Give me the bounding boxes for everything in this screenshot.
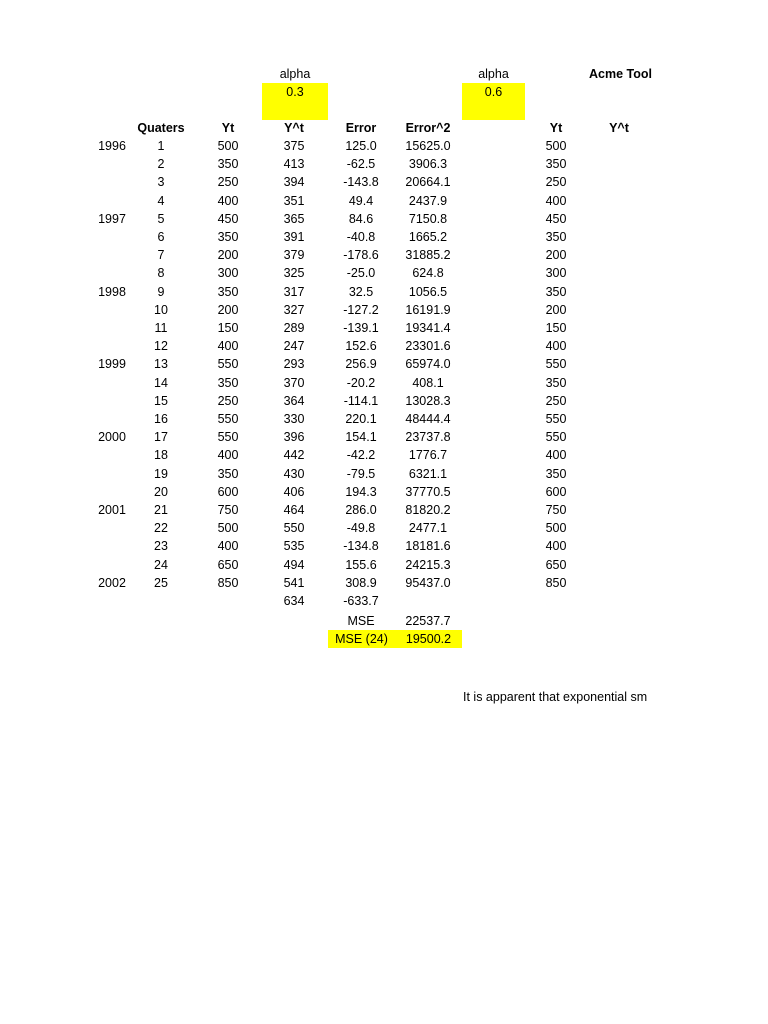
- cell-yhat[interactable]: 394: [283, 175, 305, 189]
- cell-quarter[interactable]: 19: [154, 467, 168, 481]
- cell-year[interactable]: 1998: [98, 285, 126, 299]
- cell-error[interactable]: -42.2: [346, 448, 376, 462]
- cell-error2[interactable]: 20664.1: [405, 175, 451, 189]
- alpha1-label: alpha: [279, 67, 311, 81]
- cell-yhat[interactable]: 325: [283, 266, 305, 280]
- cell-yt[interactable]: 400: [217, 339, 239, 353]
- cell-error[interactable]: -143.8: [343, 175, 379, 189]
- cell-error2[interactable]: 1056.5: [408, 285, 448, 299]
- cell-yt-2[interactable]: 250: [545, 175, 567, 189]
- cell-yt[interactable]: 350: [217, 467, 239, 481]
- cell-year[interactable]: 1997: [98, 212, 126, 226]
- cell-yt-2[interactable]: 550: [545, 430, 567, 444]
- cell-quarter[interactable]: 13: [154, 357, 168, 371]
- cell-quarter[interactable]: [129, 592, 193, 610]
- cell-yt-2[interactable]: 850: [545, 576, 567, 590]
- cell-yt-2[interactable]: 400: [545, 539, 567, 553]
- cell-quarter[interactable]: 4: [157, 194, 165, 208]
- cell-quarter[interactable]: 6: [157, 230, 165, 244]
- cell-yhat[interactable]: 330: [283, 412, 305, 426]
- cell-yt[interactable]: 500: [217, 139, 239, 153]
- cell-yhat[interactable]: 247: [283, 339, 305, 353]
- cell-error2[interactable]: 3906.3: [408, 157, 448, 171]
- cell-yt-2[interactable]: 350: [545, 230, 567, 244]
- cell-error[interactable]: -633.7: [343, 594, 379, 608]
- cell-yhat[interactable]: 396: [283, 430, 305, 444]
- cell-yt[interactable]: 250: [217, 394, 239, 408]
- cell-yt[interactable]: 400: [217, 194, 239, 208]
- cell-yhat[interactable]: 406: [283, 485, 305, 499]
- cell-error[interactable]: 125.0: [345, 139, 377, 153]
- cell-yt-2[interactable]: 400: [545, 448, 567, 462]
- cell-error2[interactable]: 23301.6: [405, 339, 451, 353]
- cell-yt-2[interactable]: 650: [545, 558, 567, 572]
- cell-yhat[interactable]: 317: [283, 285, 305, 299]
- cell-quarter[interactable]: 11: [154, 321, 168, 335]
- col-header-yt: Yt: [221, 121, 235, 135]
- mse24-value[interactable]: 19500.2: [395, 630, 462, 648]
- cell-error[interactable]: -62.5: [346, 157, 376, 171]
- cell-yhat[interactable]: 351: [283, 194, 305, 208]
- cell-yt[interactable]: 200: [217, 248, 239, 262]
- cell-yt[interactable]: 600: [217, 485, 239, 499]
- col-header-error: Error: [345, 121, 377, 135]
- cell-error[interactable]: -114.1: [343, 394, 379, 408]
- cell-yt[interactable]: 450: [217, 212, 239, 226]
- col-header-error2: Error^2: [405, 121, 451, 135]
- cell-quarter[interactable]: 14: [154, 376, 168, 390]
- cell-yt[interactable]: 500: [217, 521, 239, 535]
- cell-error[interactable]: -25.0: [346, 266, 376, 280]
- cell-yt[interactable]: 550: [217, 430, 239, 444]
- cell-yt[interactable]: 350: [217, 376, 239, 390]
- cell-error[interactable]: -40.8: [346, 230, 376, 244]
- cell-error[interactable]: -134.8: [343, 539, 379, 553]
- cell-yhat[interactable]: 535: [283, 539, 305, 553]
- cell-error[interactable]: 32.5: [348, 285, 374, 299]
- cell-quarter[interactable]: 22: [154, 521, 168, 535]
- cell-yt-2[interactable]: 550: [545, 412, 567, 426]
- cell-error2[interactable]: 19341.4: [405, 321, 451, 335]
- cell-error[interactable]: 152.6: [345, 339, 377, 353]
- cell-yhat[interactable]: 364: [283, 394, 305, 408]
- cell-quarter[interactable]: 5: [157, 212, 165, 226]
- cell-yt[interactable]: 250: [217, 175, 239, 189]
- cell-error[interactable]: -127.2: [343, 303, 379, 317]
- cell-error2[interactable]: 408.1: [412, 376, 444, 390]
- cell-quarter[interactable]: 12: [154, 339, 168, 353]
- cell-error[interactable]: -178.6: [343, 248, 379, 262]
- cell-error2[interactable]: 37770.5: [405, 485, 451, 499]
- cell-yhat[interactable]: 391: [283, 230, 305, 244]
- cell-error[interactable]: 308.9: [345, 576, 377, 590]
- cell-error2[interactable]: 13028.3: [405, 394, 451, 408]
- cell-year[interactable]: 1996: [98, 139, 126, 153]
- cell-yt-2[interactable]: 200: [545, 303, 567, 317]
- cell-quarter[interactable]: 8: [157, 266, 165, 280]
- cell-yhat[interactable]: 379: [283, 248, 305, 262]
- cell-error[interactable]: 256.9: [345, 357, 377, 371]
- cell-yhat[interactable]: 464: [283, 503, 305, 517]
- cell-year[interactable]: 2001: [98, 503, 126, 517]
- cell-quarter[interactable]: 9: [157, 285, 165, 299]
- col-header-yhat-2: Y^t: [609, 121, 629, 135]
- mse24-label: MSE (24): [328, 630, 395, 648]
- cell-yt-2[interactable]: 500: [545, 139, 567, 153]
- cell-yhat[interactable]: 289: [283, 321, 305, 335]
- cell-yt[interactable]: 650: [217, 558, 239, 572]
- cell-year[interactable]: 2000: [98, 430, 126, 444]
- cell-error2[interactable]: 6321.1: [408, 467, 448, 481]
- cell-yt-2[interactable]: 350: [545, 157, 567, 171]
- cell-yt[interactable]: 350: [217, 157, 239, 171]
- cell-yt-2[interactable]: 300: [545, 266, 567, 280]
- cell-error2[interactable]: [396, 592, 460, 610]
- alpha2-value[interactable]: 0.6: [462, 83, 525, 120]
- cell-error2[interactable]: 2477.1: [408, 521, 448, 535]
- cell-error[interactable]: 286.0: [345, 503, 377, 517]
- col-header-yt-2: Yt: [549, 121, 563, 135]
- conclusion-note: It is apparent that exponential sm: [463, 690, 648, 704]
- cell-error[interactable]: 220.1: [345, 412, 377, 426]
- cell-year[interactable]: 1999: [98, 357, 126, 371]
- cell-error2[interactable]: 18181.6: [405, 539, 451, 553]
- cell-yhat[interactable]: 293: [283, 357, 305, 371]
- cell-quarter[interactable]: 20: [154, 485, 168, 499]
- cell-quarter[interactable]: 2: [157, 157, 165, 171]
- cell-yhat[interactable]: 413: [283, 157, 305, 171]
- cell-error2[interactable]: 81820.2: [405, 503, 451, 517]
- cell-quarter[interactable]: 10: [154, 303, 168, 317]
- cell-yhat[interactable]: 370: [283, 376, 305, 390]
- cell-error[interactable]: -79.5: [346, 467, 376, 481]
- cell-error2[interactable]: 1776.7: [408, 448, 448, 462]
- mse-value[interactable]: 22537.7: [405, 614, 451, 628]
- cell-yt-2[interactable]: 500: [545, 521, 567, 535]
- cell-quarter[interactable]: 3: [157, 175, 165, 189]
- col-header-quarters: Quaters: [137, 121, 185, 135]
- cell-yt-2[interactable]: 350: [545, 285, 567, 299]
- cell-error2[interactable]: 48444.4: [405, 412, 451, 426]
- cell-quarter[interactable]: 15: [154, 394, 168, 408]
- cell-yt-2[interactable]: 750: [545, 503, 567, 517]
- cell-yhat[interactable]: 327: [283, 303, 305, 317]
- cell-error[interactable]: 154.1: [345, 430, 377, 444]
- cell-yt[interactable]: 350: [217, 285, 239, 299]
- cell-quarter[interactable]: 16: [154, 412, 168, 426]
- cell-error[interactable]: 49.4: [348, 194, 374, 208]
- cell-year[interactable]: 2002: [98, 576, 126, 590]
- cell-error2[interactable]: 95437.0: [405, 576, 451, 590]
- cell-yt-2[interactable]: 350: [545, 376, 567, 390]
- cell-yt-2[interactable]: 150: [545, 321, 567, 335]
- cell-quarter[interactable]: 1: [157, 139, 165, 153]
- cell-yhat[interactable]: 494: [283, 558, 305, 572]
- cell-error2[interactable]: 15625.0: [405, 139, 451, 153]
- cell-yt[interactable]: 300: [217, 266, 239, 280]
- cell-yhat[interactable]: 442: [283, 448, 305, 462]
- cell-yhat[interactable]: 430: [283, 467, 305, 481]
- cell-error2[interactable]: 1665.2: [408, 230, 448, 244]
- mse-label: MSE: [347, 614, 375, 628]
- cell-error2[interactable]: 31885.2: [405, 248, 451, 262]
- alpha1-value[interactable]: 0.3: [262, 83, 328, 120]
- cell-yt-2[interactable]: 250: [545, 394, 567, 408]
- cell-quarter[interactable]: 18: [154, 448, 168, 462]
- alpha2-label: alpha: [478, 67, 509, 81]
- cell-error2[interactable]: 7150.8: [408, 212, 448, 226]
- cell-yt-2[interactable]: 200: [545, 248, 567, 262]
- cell-yt[interactable]: 550: [217, 357, 239, 371]
- cell-quarter[interactable]: 21: [154, 503, 168, 517]
- cell-error[interactable]: -49.8: [346, 521, 376, 535]
- cell-yt-2[interactable]: 550: [545, 357, 567, 371]
- sheet-title: Acme Tool: [589, 67, 652, 81]
- cell-error2[interactable]: 16191.9: [405, 303, 451, 317]
- cell-error2[interactable]: 23737.8: [405, 430, 451, 444]
- cell-error[interactable]: 84.6: [348, 212, 374, 226]
- cell-yt[interactable]: 400: [217, 539, 239, 553]
- cell-yhat[interactable]: 634: [283, 594, 305, 608]
- cell-yhat[interactable]: 541: [283, 576, 305, 590]
- cell-error2[interactable]: 624.8: [412, 266, 444, 280]
- cell-yt[interactable]: 550: [217, 412, 239, 426]
- cell-error[interactable]: -20.2: [346, 376, 376, 390]
- cell-error2[interactable]: 24215.3: [405, 558, 451, 572]
- cell-yt[interactable]: 750: [217, 503, 239, 517]
- cell-yt-2[interactable]: 400: [545, 194, 567, 208]
- cell-yt[interactable]: 400: [217, 448, 239, 462]
- cell-yt[interactable]: 150: [217, 321, 239, 335]
- cell-yt-2[interactable]: 450: [545, 212, 567, 226]
- cell-yhat[interactable]: 375: [283, 139, 305, 153]
- cell-error[interactable]: -139.1: [343, 321, 379, 335]
- cell-error[interactable]: 194.3: [345, 485, 377, 499]
- cell-quarter[interactable]: 24: [154, 558, 168, 572]
- cell-quarter[interactable]: 7: [157, 248, 165, 262]
- cell-yt-2[interactable]: 600: [545, 485, 567, 499]
- cell-error2[interactable]: 2437.9: [408, 194, 448, 208]
- cell-yt-2[interactable]: [524, 592, 588, 610]
- cell-yt[interactable]: 200: [217, 303, 239, 317]
- cell-yt[interactable]: 350: [217, 230, 239, 244]
- col-header-yhat: Y^t: [284, 121, 304, 135]
- cell-yt-2[interactable]: 400: [545, 339, 567, 353]
- cell-yhat[interactable]: 550: [283, 521, 305, 535]
- cell-quarter[interactable]: 17: [154, 430, 168, 444]
- cell-quarter[interactable]: 25: [154, 576, 168, 590]
- cell-yhat[interactable]: 365: [283, 212, 305, 226]
- cell-quarter[interactable]: 23: [154, 539, 168, 553]
- cell-error[interactable]: 155.6: [345, 558, 377, 572]
- cell-error2[interactable]: 65974.0: [405, 357, 451, 371]
- cell-yt[interactable]: [196, 592, 260, 610]
- cell-yt[interactable]: 850: [217, 576, 239, 590]
- cell-yt-2[interactable]: 350: [545, 467, 567, 481]
